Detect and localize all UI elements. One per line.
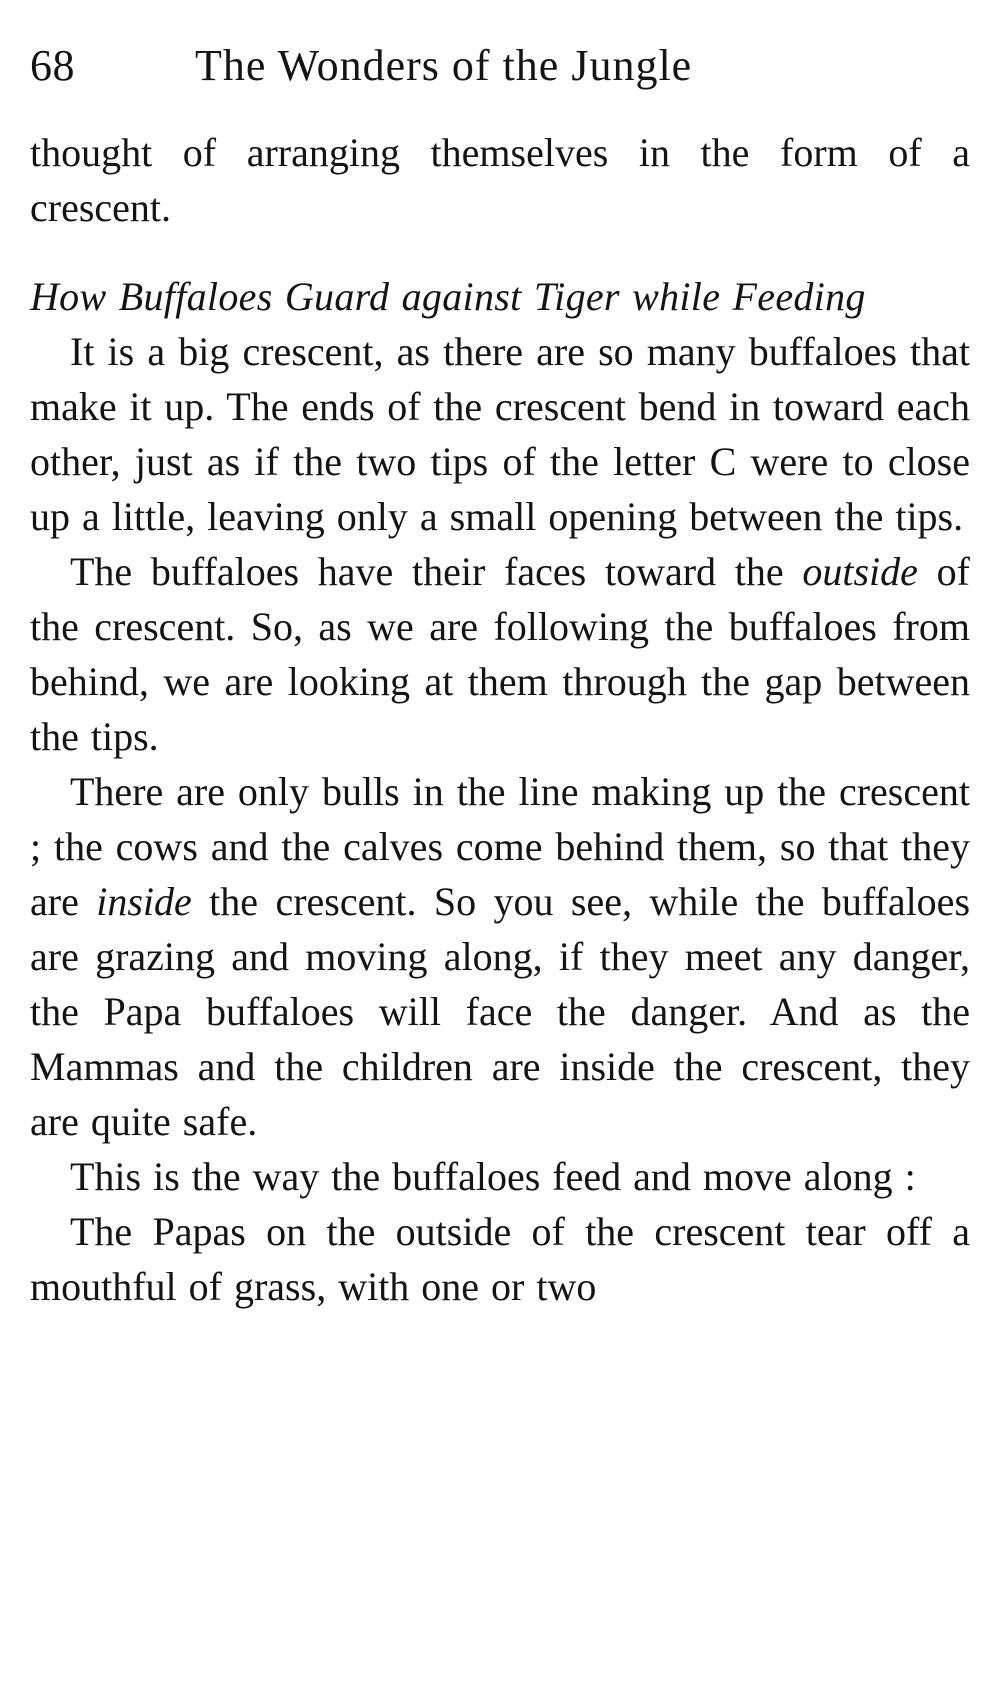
paragraph-4: This is the way the buffaloes feed and move along : — [70, 1153, 916, 1199]
paragraph-2-emphasis: outside — [802, 548, 918, 594]
book-page — [30, 40, 970, 1314]
book-title: The Wonders of the Jungle — [195, 41, 693, 90]
paragraph-3 — [30, 764, 970, 1149]
page-text — [30, 125, 970, 1314]
page-number: 68 — [30, 41, 75, 90]
running-head — [30, 40, 970, 93]
paragraph-2-text-end: of the crescent. So, as we are following the buffaloes from behind, we are looking at them through the gap between the tips. — [30, 548, 970, 759]
paragraph-2 — [30, 544, 970, 764]
paragraph-3-emphasis: inside — [96, 878, 192, 924]
paragraph-5: The Papas on the outside of the crescent tear off a mouthful of grass, with one or two — [30, 1208, 970, 1309]
paragraph-continued: thought of arranging themselves in the form of a crescent. — [30, 129, 970, 230]
paragraph-1: It is a big crescent, as there are so many buffaloes that make it up. The ends of the crescent bend in toward each other, just as if the two tips of the letter C were to close up a little, leaving only a small opening between the tips. — [30, 328, 970, 539]
paragraph-3-text-start: There are only bulls in the line making up the crescent ; the cows and the calves come behind them, so that they are — [30, 768, 970, 924]
section-heading: How Buffaloes Guard against Tiger while Feeding — [30, 273, 866, 319]
paragraph-2-text-start: The buffaloes have their faces toward the — [70, 548, 803, 594]
paragraph-3-text-end: the crescent. So you see, while the buffaloes are grazing and moving along, if they meet any danger, the Papa buffaloes will face the danger. And as the Mammas and the children are inside the crescent, they are quite safe. — [30, 878, 971, 1144]
